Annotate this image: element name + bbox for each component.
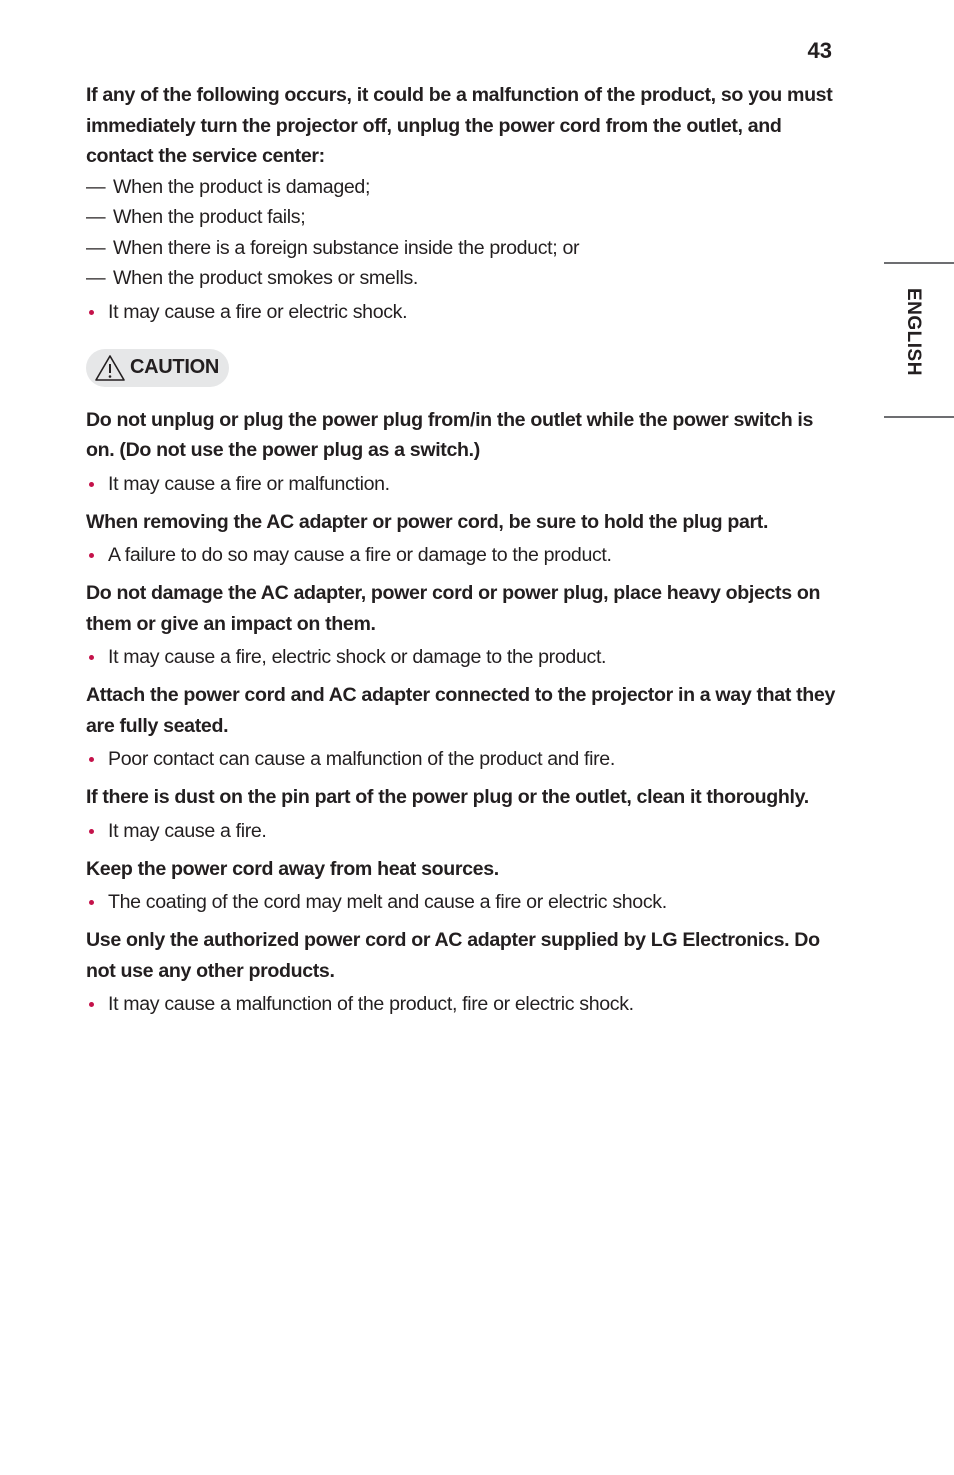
section-bullet-list bbox=[86, 887, 846, 917]
section-heading: If there is dust on the pin part of the power plug or the outlet, clean it thoroughly. bbox=[86, 786, 809, 808]
bullet-text: It may cause a malfunction of the product, fire or electric shock. bbox=[108, 993, 634, 1015]
section-bullet-list bbox=[86, 469, 846, 499]
dash-mark: — bbox=[86, 236, 106, 259]
bullet-text: A failure to do so may cause a fire or damage to the product. bbox=[108, 544, 612, 566]
section-bullet-list bbox=[86, 540, 846, 570]
intro-heading: If any of the following occurs, it could be a malfunction of the product, so you must immediately turn the projector off, unplug the power cord from the outlet, and contact the service center: bbox=[86, 84, 833, 167]
caution-section bbox=[86, 680, 846, 774]
bullet-text: It may cause a fire or malfunction. bbox=[108, 472, 390, 495]
bullet-dot-icon bbox=[89, 655, 94, 660]
list-item bbox=[86, 172, 846, 203]
bullet-text: The coating of the cord may melt and cause a fire or electric shock. bbox=[108, 891, 667, 913]
section-heading: Attach the power cord and AC adapter connected to the projector in a way that they are fully seated. bbox=[86, 684, 835, 737]
warning-triangle-icon bbox=[94, 354, 126, 382]
intro-bullet-list bbox=[86, 297, 846, 327]
bullet-text: It may cause a fire, electric shock or damage to the product. bbox=[108, 646, 607, 668]
page-number: 43 bbox=[807, 38, 832, 63]
dash-item-text: When the product smokes or smells. bbox=[113, 267, 418, 289]
dash-item-text: When the product fails; bbox=[113, 206, 306, 228]
list-item bbox=[86, 816, 846, 846]
bullet-text: It may cause a fire. bbox=[108, 819, 267, 842]
list-item bbox=[86, 263, 846, 294]
list-item bbox=[86, 642, 846, 672]
section-heading: Use only the authorized power cord or AC adapter supplied by LG Electronics. Do not use any other products. bbox=[86, 929, 820, 982]
dash-item-text: When the product is damaged; bbox=[113, 175, 371, 198]
section-heading: When removing the AC adapter or power cord, be sure to hold the plug part. bbox=[86, 510, 769, 533]
list-item bbox=[86, 540, 846, 570]
bullet-text: Poor contact can cause a malfunction of the product and fire. bbox=[108, 748, 615, 770]
caution-badge bbox=[86, 349, 229, 387]
list-item bbox=[86, 744, 846, 774]
caution-section bbox=[86, 854, 846, 918]
dash-item-text: When there is a foreign substance inside the product; or bbox=[113, 236, 580, 259]
bullet-dot-icon bbox=[89, 482, 94, 487]
dash-mark: — bbox=[86, 175, 106, 198]
list-item bbox=[86, 887, 846, 917]
bullet-text: It may cause a fire or electric shock. bbox=[108, 300, 408, 323]
section-bullet-list bbox=[86, 642, 846, 672]
bullet-dot-icon bbox=[89, 900, 94, 905]
page-content bbox=[86, 80, 846, 1019]
bullet-dot-icon bbox=[89, 310, 94, 315]
dash-mark: — bbox=[86, 267, 106, 289]
section-heading: Keep the power cord away from heat sources. bbox=[86, 857, 499, 880]
section-bullet-list bbox=[86, 816, 846, 846]
caution-label: CAUTION bbox=[130, 356, 220, 378]
list-item bbox=[86, 297, 846, 327]
list-item bbox=[86, 233, 846, 264]
list-item bbox=[86, 202, 846, 233]
caution-section bbox=[86, 507, 846, 571]
bullet-dot-icon bbox=[89, 829, 94, 834]
language-tab-label: ENGLISH bbox=[903, 288, 924, 376]
language-side-tab bbox=[884, 262, 954, 418]
intro-dash-list bbox=[86, 172, 846, 294]
bullet-dot-icon bbox=[89, 1002, 94, 1007]
caution-section bbox=[86, 578, 846, 672]
section-bullet-list bbox=[86, 744, 846, 774]
section-heading: Do not damage the AC adapter, power cord or power plug, place heavy objects on them or give an impact on them. bbox=[86, 582, 821, 635]
list-item bbox=[86, 989, 846, 1019]
caution-section bbox=[86, 782, 846, 846]
section-heading: Do not unplug or plug the power plug from/in the outlet while the power switch is on. (Do not use the power plug as a switch.) bbox=[86, 408, 814, 461]
caution-section bbox=[86, 925, 846, 1019]
section-bullet-list bbox=[86, 989, 846, 1019]
bullet-dot-icon bbox=[89, 757, 94, 762]
bullet-dot-icon bbox=[89, 553, 94, 558]
caution-section bbox=[86, 405, 846, 499]
list-item bbox=[86, 469, 846, 499]
dash-mark: — bbox=[86, 206, 106, 228]
